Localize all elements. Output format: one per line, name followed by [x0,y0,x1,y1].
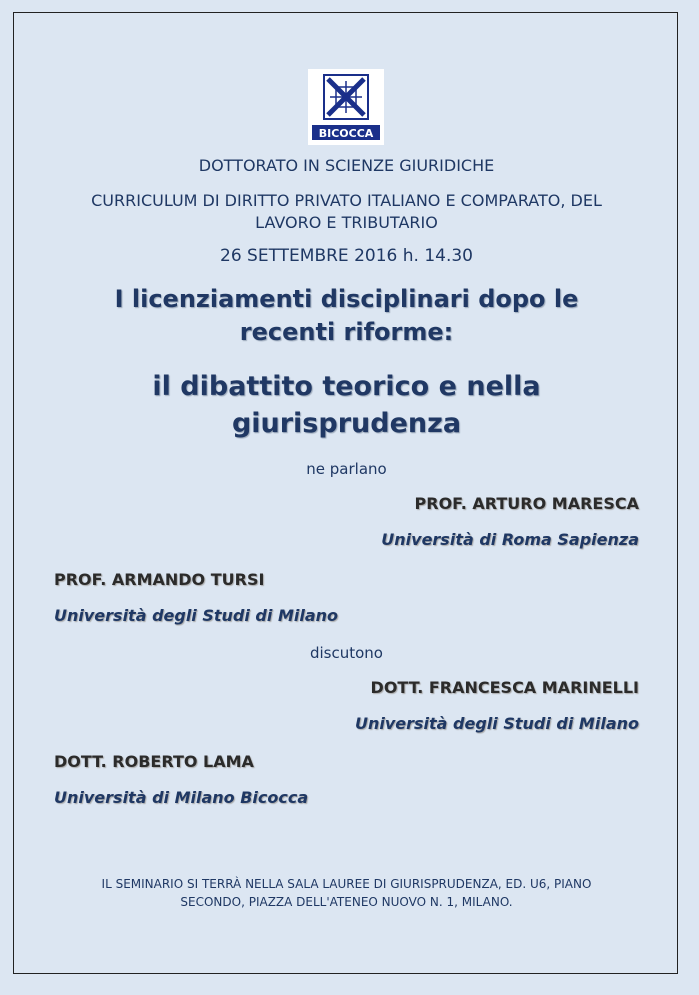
speaker-affiliation: Università di Roma Sapienza [381,530,639,549]
venue-note [14,875,679,911]
venue-line-2: SECONDO, PIAZZA DELL'ATENEO NUOVO N. 1, MILANO. [180,895,513,909]
curriculum-heading [14,190,679,234]
speakers-heading: ne parlano [306,460,387,478]
speaker-name: PROF. ARTURO MARESCA [414,494,639,513]
seminar-poster [13,12,678,974]
event-date: 26 SETTEMBRE 2016 h. 14.30 [220,246,473,266]
title-line-1: I licenziamenti disciplinari dopo le [114,285,579,313]
svg-text:BICOCCA: BICOCCA [318,127,374,140]
speaker-name: PROF. ARMANDO TURSI [54,570,265,589]
speaker-2 [54,570,338,625]
doctorate-program: DOTTORATO IN SCIENZE GIURIDICHE [198,156,495,175]
title-line-4: giurisprudenza [231,408,462,439]
speaker-affiliation: Università degli Studi di Milano [54,606,339,625]
curriculum-line-2: LAVORO E TRIBUTARIO [255,213,438,232]
title-line-3: il dibattito teorico e nella [152,371,541,402]
discussant-name: DOTT. ROBERTO LAMA [54,752,254,771]
discussant-affiliation: Università degli Studi di Milano [354,714,639,733]
university-logo [308,69,384,145]
bicocca-logo-icon [308,69,384,145]
discussant-affiliation: Università di Milano Bicocca [54,788,309,807]
seminar-title [14,283,679,349]
discussant-1 [355,678,639,733]
seminar-subtitle [14,368,679,442]
curriculum-line-1: CURRICULUM DI DIRITTO PRIVATO ITALIANO E COMPARATO, DEL [91,191,602,210]
discussant-2 [54,752,308,807]
discussant-name: DOTT. FRANCESCA MARINELLI [370,678,639,697]
title-line-2: recenti riforme: [239,318,454,346]
venue-line-1: IL SEMINARIO SI TERRÀ NELLA SALA LAUREE DI GIURISPRUDENZA, ED. U6, PIANO [101,877,592,891]
speaker-1 [381,494,639,549]
discussants-heading: discutono [309,644,383,662]
